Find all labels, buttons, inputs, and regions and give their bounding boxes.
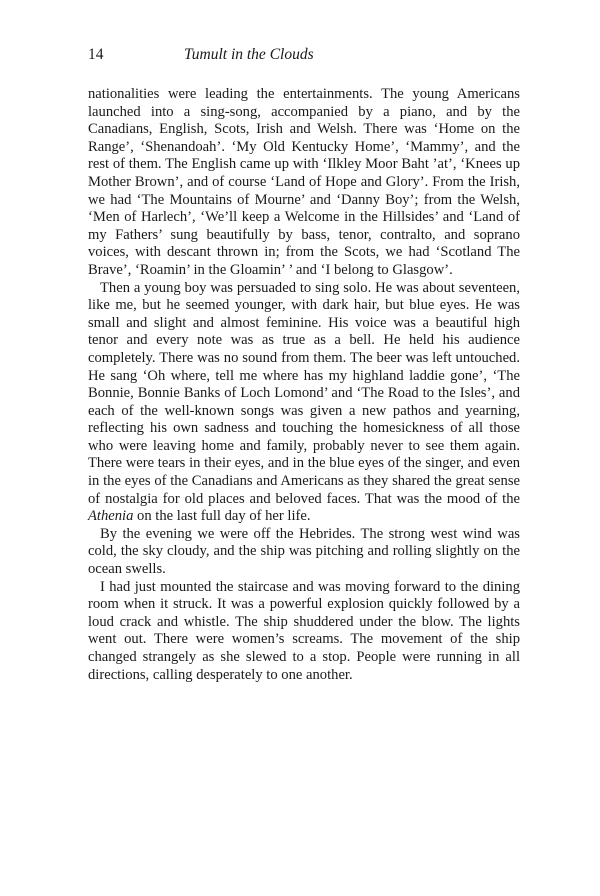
paragraph-1: nationalities were leading the entertainments. The young Americans launched into a sing-song, accompanied by a piano, and by the Canadians, English, Scots, Irish and Welsh. There was ‘Home on the Range’, ‘Shenandoah’. ‘My Old Kentucky Home’, ‘Mammy’, and the rest of them. The English came up with ‘Ilkley Moor Baht ’at’, ‘Knees up Mother Brown’, and of course ‘Land of Hope and Glory’. From the Irish, we had ‘The Mountains of Mourne’ and ‘Danny Boy’; from the Welsh, ‘Men of Harlech’, ‘We’ll keep a Welcome in the Hillsides’ and ‘Land of my Fathers’ sung beautifully by bass, tenor, contralto, and soprano voices, with descant thrown in; from the Scots, we had ‘Scotland The Brave’, ‘Roamin’ in the Gloamin’ ’ and ‘I belong to Glasgow’.: [88, 86, 520, 278]
book-title: Tumult in the Clouds: [184, 46, 314, 63]
paragraph-2-text-before: Then a young boy was persuaded to sing solo. He was about seventeen, like me, but he seemed younger, with dark hair, but blue eyes. He was small and slight and almost feminine. His voice was a beautiful high tenor and every note was as true as a bell. He held his audience completely. There was no sound from them. The beer was left untouched. He sang ‘Oh where, tell me where has my highland laddie gone’, ‘The Bonnie, Bonnie Banks of Loch Lomond’ and ‘The Road to the Isles’, and each of the well-known songs was given a new pathos and yearning, reflecting his own sadness and touching the homesickness of all those who were leaving home and family, probably never to see them again. There were tears in their eyes, and in the blue eyes of the singer, and even in the eyes of the Canadians and Americans as they shared the great sense of nostalgia for old places and beloved faces. That was the mood of the: [88, 279, 520, 507]
body-text: [88, 86, 520, 684]
paragraph-2-text-after: on the last full day of her life.: [133, 508, 311, 525]
running-head: [88, 46, 518, 68]
paragraph-3: By the evening we were off the Hebrides. The strong west wind was cold, the sky cloudy, and the ship was pitching and rolling slightly on the ocean swells.: [88, 525, 520, 578]
ship-name: Athenia: [88, 508, 134, 525]
paragraph-4: I had just mounted the staircase and was moving forward to the dining room when it struck. It was a powerful explosion quickly followed by a loud crack and whistle. The ship shuddered under the blow. The lights went out. There were women’s screams. The movement of the ship changed strangely as she slewed to a stop. People were running in all directions, calling desperately to one another.: [88, 578, 520, 683]
paragraph-2: [88, 280, 520, 526]
page-number: 14: [88, 46, 104, 63]
